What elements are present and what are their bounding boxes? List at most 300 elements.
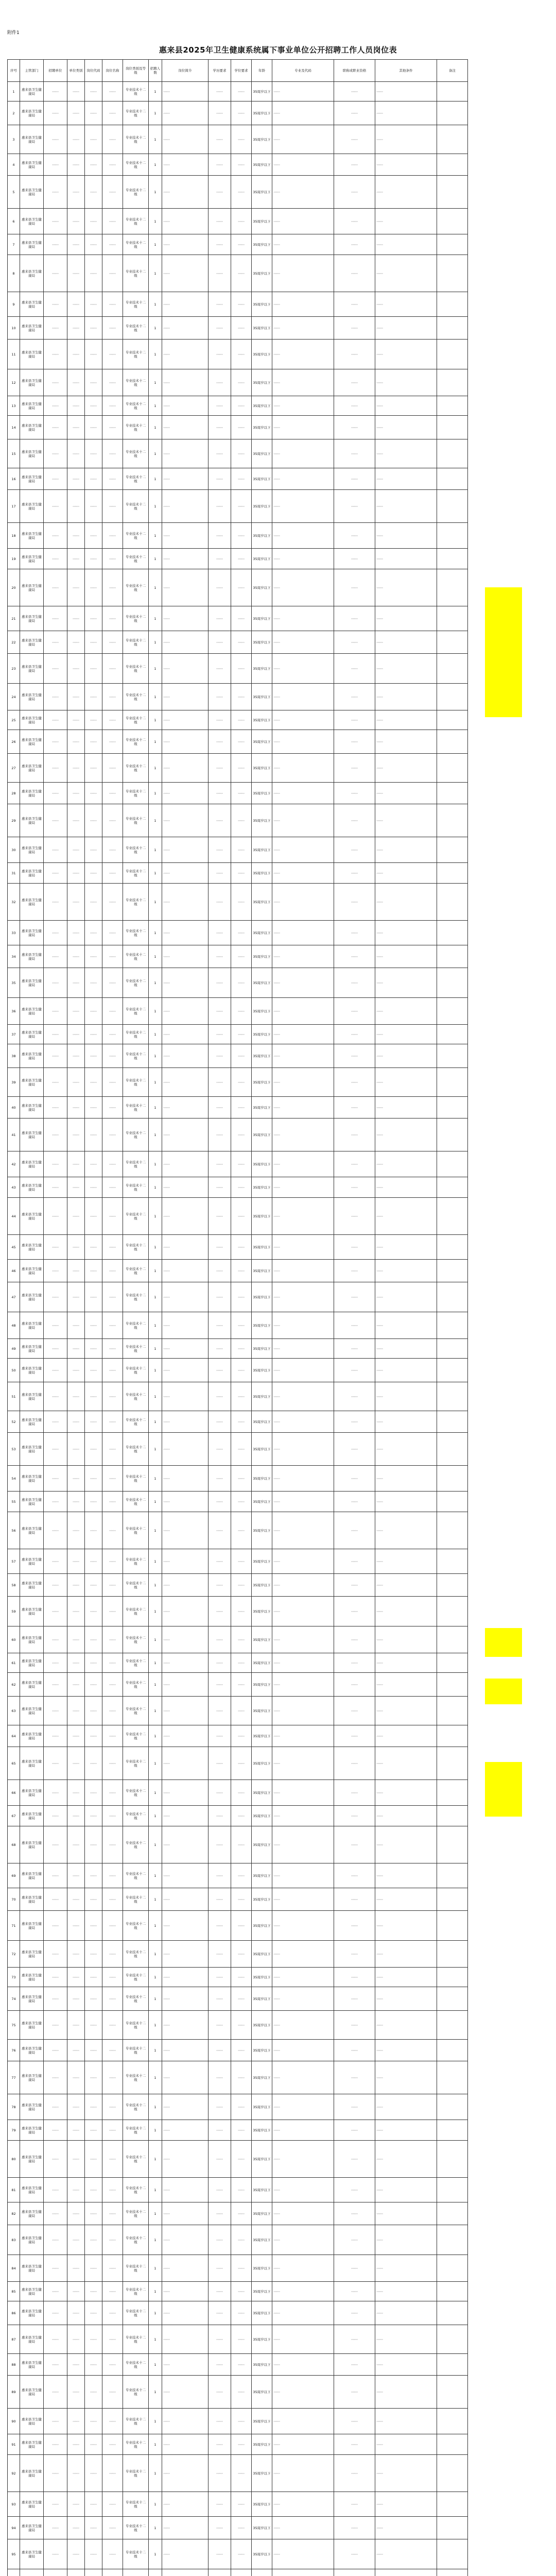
- table-row: [8, 2434, 468, 2455]
- table-cell: ⋯⋯: [85, 1747, 102, 1780]
- table-cell: 惠来县卫生健康局: [20, 1068, 44, 1097]
- table-cell: ⋯⋯: [375, 1235, 437, 1260]
- table-cell: 35周岁以下: [252, 2120, 272, 2141]
- table-row: [8, 2040, 468, 2061]
- table-header-row: [8, 60, 468, 82]
- table-cell: ⋯⋯: [67, 2202, 85, 2225]
- table-cell: 38: [8, 1044, 20, 1068]
- table-cell: ⋯⋯: [162, 82, 208, 101]
- table-cell: [375, 2569, 437, 2576]
- table-cell: ⋯⋯: [208, 2255, 231, 2282]
- table-cell: ⋯⋯: [162, 1863, 208, 1888]
- table-cell: ⋯⋯: [375, 2301, 437, 2325]
- table-cell: ⋯⋯: [102, 176, 123, 209]
- table-cell: ⋯⋯: [44, 1673, 67, 1697]
- table-cell: 惠来县卫生健康局: [20, 439, 44, 468]
- table-cell: [437, 1025, 468, 1044]
- column-header: 招聘单位: [44, 60, 67, 82]
- table-cell: ⋯⋯: [162, 2301, 208, 2325]
- table-cell: ⋯⋯: [67, 490, 85, 523]
- table-cell: ⋯⋯: [334, 340, 375, 369]
- table-cell: ⋯⋯: [334, 631, 375, 654]
- table-cell: ⋯⋯: [102, 82, 123, 101]
- table-cell: 35周岁以下: [252, 783, 272, 804]
- table-cell: ⋯⋯: [162, 2178, 208, 2202]
- table-row: [8, 2202, 468, 2225]
- table-cell: 32: [8, 884, 20, 921]
- table-cell: ⋯⋯: [272, 2061, 334, 2094]
- table-cell: 1: [149, 1177, 162, 1198]
- table-cell: 42: [8, 1151, 20, 1177]
- table-cell: ⋯⋯: [375, 1549, 437, 1574]
- table-cell: ⋯⋯: [67, 1574, 85, 1597]
- table-cell: 惠来县卫生健康局: [20, 2325, 44, 2354]
- table-cell: 35周岁以下: [252, 523, 272, 549]
- table-cell: ⋯⋯: [231, 340, 252, 369]
- table-cell: [437, 1697, 468, 1725]
- table-cell: ⋯⋯: [162, 1282, 208, 1312]
- table-cell: 35周岁以下: [252, 2011, 272, 2040]
- table-cell: ⋯⋯: [67, 1780, 85, 1806]
- table-cell: ⋯⋯: [375, 1492, 437, 1512]
- table-cell: 专业技术十二级: [123, 569, 149, 606]
- table-cell: 专业技术十二级: [123, 921, 149, 945]
- table-cell: ⋯⋯: [272, 154, 334, 176]
- table-cell: 35周岁以下: [252, 1466, 272, 1492]
- table-cell: ⋯⋯: [272, 2178, 334, 2202]
- table-cell: [437, 255, 468, 292]
- table-cell: 惠来县卫生健康局: [20, 884, 44, 921]
- table-cell: ⋯⋯: [102, 1697, 123, 1725]
- table-cell: [437, 2376, 468, 2409]
- table-cell: ⋯⋯: [272, 2255, 334, 2282]
- table-cell: ⋯⋯: [44, 1312, 67, 1339]
- table-cell: 1: [149, 176, 162, 209]
- table-cell: ⋯⋯: [44, 2434, 67, 2455]
- table-cell: ⋯⋯: [67, 2539, 85, 2569]
- table-cell: ⋯⋯: [44, 1359, 67, 1382]
- table-cell: ⋯⋯: [334, 606, 375, 631]
- table-cell: ⋯⋯: [102, 1725, 123, 1747]
- table-cell: ⋯⋯: [231, 968, 252, 998]
- table-cell: ⋯⋯: [44, 1987, 67, 2011]
- table-cell: ⋯⋯: [102, 1198, 123, 1235]
- table-cell: 惠来县卫生健康局: [20, 1863, 44, 1888]
- table-cell: ⋯⋯: [102, 606, 123, 631]
- table-cell: 惠来县卫生健康局: [20, 1826, 44, 1863]
- table-cell: ⋯⋯: [85, 2011, 102, 2040]
- table-cell: ⋯⋯: [208, 2202, 231, 2225]
- table-row: [8, 2094, 468, 2120]
- table-cell: ⋯⋯: [85, 1282, 102, 1312]
- table-cell: 1: [149, 255, 162, 292]
- table-cell: ⋯⋯: [67, 154, 85, 176]
- table-cell: 35周岁以下: [252, 2141, 272, 2178]
- table-cell: ⋯⋯: [208, 2040, 231, 2061]
- table-cell: ⋯⋯: [375, 654, 437, 684]
- table-cell: ⋯⋯: [272, 396, 334, 416]
- table-cell: 35周岁以下: [252, 1653, 272, 1673]
- table-row: [8, 1806, 468, 1826]
- table-cell: ⋯⋯: [85, 2094, 102, 2120]
- table-cell: ⋯⋯: [85, 2255, 102, 2282]
- table-cell: 1: [149, 1863, 162, 1888]
- table-cell: ⋯⋯: [272, 125, 334, 154]
- table-cell: 惠来县卫生健康局: [20, 569, 44, 606]
- table-cell: ⋯⋯: [375, 2202, 437, 2225]
- table-row: [8, 863, 468, 884]
- table-cell: ⋯⋯: [272, 340, 334, 369]
- table-cell: ⋯⋯: [162, 1198, 208, 1235]
- table-cell: ⋯⋯: [375, 1382, 437, 1411]
- table-cell: ⋯⋯: [102, 2434, 123, 2455]
- table-cell: 1: [149, 1780, 162, 1806]
- table-cell: ⋯⋯: [375, 1863, 437, 1888]
- table-cell: 35周岁以下: [252, 1025, 272, 1044]
- table-cell: ⋯⋯: [85, 1826, 102, 1863]
- table-cell: ⋯⋯: [102, 1025, 123, 1044]
- table-cell: ⋯⋯: [44, 1968, 67, 1987]
- table-cell: ⋯⋯: [85, 1597, 102, 1626]
- table-cell: ⋯⋯: [162, 1549, 208, 1574]
- table-cell: ⋯⋯: [231, 1492, 252, 1512]
- table-cell: ⋯⋯: [44, 490, 67, 523]
- table-cell: ⋯⋯: [208, 2061, 231, 2094]
- table-cell: ⋯⋯: [102, 654, 123, 684]
- table-cell: ⋯⋯: [162, 1597, 208, 1626]
- table-cell: ⋯⋯: [208, 2225, 231, 2255]
- table-cell: ⋯⋯: [208, 1725, 231, 1747]
- table-cell: ⋯⋯: [162, 439, 208, 468]
- table-cell: 55: [8, 1492, 20, 1512]
- table-cell: ⋯⋯: [334, 1260, 375, 1282]
- table-cell: 惠来县卫生健康局: [20, 1235, 44, 1260]
- table-cell: ⋯⋯: [85, 82, 102, 101]
- table-cell: ⋯⋯: [44, 631, 67, 654]
- table-cell: ⋯⋯: [44, 2011, 67, 2040]
- table-cell: ⋯⋯: [231, 884, 252, 921]
- table-cell: ⋯⋯: [208, 549, 231, 569]
- table-cell: 专业技术十二级: [123, 1260, 149, 1282]
- table-cell: ⋯⋯: [44, 754, 67, 783]
- table-cell: ⋯⋯: [334, 2202, 375, 2225]
- table-cell: ⋯⋯: [208, 468, 231, 490]
- table-cell: [437, 154, 468, 176]
- table-cell: ⋯⋯: [44, 710, 67, 730]
- table-cell: ⋯⋯: [231, 1987, 252, 2011]
- table-cell: ⋯⋯: [85, 631, 102, 654]
- table-cell: ⋯⋯: [231, 569, 252, 606]
- table-cell: [162, 2569, 208, 2576]
- table-cell: ⋯⋯: [208, 255, 231, 292]
- table-cell: ⋯⋯: [208, 2011, 231, 2040]
- table-cell: 惠来县卫生健康局: [20, 2354, 44, 2376]
- column-header: 专业及代码: [272, 60, 334, 82]
- table-cell: 惠来县卫生健康局: [20, 1597, 44, 1626]
- table-cell: 惠来县卫生健康局: [20, 783, 44, 804]
- table-cell: 专业技术十二级: [123, 1433, 149, 1466]
- table-cell: ⋯⋯: [208, 1312, 231, 1339]
- table-cell: 85: [8, 2282, 20, 2301]
- table-cell: ⋯⋯: [231, 369, 252, 396]
- table-cell: 35周岁以下: [252, 2539, 272, 2569]
- table-cell: [437, 1512, 468, 1549]
- table-cell: ⋯⋯: [208, 1987, 231, 2011]
- table-cell: ⋯⋯: [102, 783, 123, 804]
- table-cell: 1: [149, 1806, 162, 1826]
- table-row: [8, 2301, 468, 2325]
- table-cell: ⋯⋯: [208, 921, 231, 945]
- table-cell: 惠来县卫生健康局: [20, 863, 44, 884]
- table-cell: 1: [149, 783, 162, 804]
- table-cell: ⋯⋯: [334, 1747, 375, 1780]
- table-cell: ⋯⋯: [231, 2409, 252, 2434]
- table-cell: 35周岁以下: [252, 863, 272, 884]
- table-cell: 35周岁以下: [252, 1747, 272, 1780]
- table-cell: 35周岁以下: [252, 1068, 272, 1097]
- table-cell: ⋯⋯: [162, 255, 208, 292]
- table-cell: 专业技术十二级: [123, 1673, 149, 1697]
- table-cell: ⋯⋯: [208, 82, 231, 101]
- table-cell: 35周岁以下: [252, 1549, 272, 1574]
- table-cell: ⋯⋯: [375, 730, 437, 754]
- table-cell: ⋯⋯: [67, 1653, 85, 1673]
- table-cell: 惠来县卫生健康局: [20, 684, 44, 710]
- table-row: [8, 1941, 468, 1968]
- table-cell: [437, 1097, 468, 1118]
- table-cell: 惠来县卫生健康局: [20, 1725, 44, 1747]
- table-cell: 79: [8, 2120, 20, 2141]
- table-cell: ⋯⋯: [44, 1597, 67, 1626]
- table-cell: 35周岁以下: [252, 945, 272, 968]
- table-cell: ⋯⋯: [208, 1382, 231, 1411]
- table-cell: ⋯⋯: [102, 2141, 123, 2178]
- table-cell: ⋯⋯: [162, 754, 208, 783]
- table-cell: ⋯⋯: [67, 1941, 85, 1968]
- table-cell: [437, 340, 468, 369]
- table-cell: ⋯⋯: [375, 255, 437, 292]
- table-row: [8, 255, 468, 292]
- table-cell: ⋯⋯: [44, 1466, 67, 1492]
- table-row: [8, 549, 468, 569]
- table-cell: ⋯⋯: [44, 569, 67, 606]
- table-cell: 惠来县卫生健康局: [20, 1911, 44, 1941]
- table-cell: 1: [149, 2282, 162, 2301]
- table-cell: ⋯⋯: [208, 1626, 231, 1653]
- table-cell: ⋯⋯: [231, 1673, 252, 1697]
- table-cell: 1: [149, 1968, 162, 1987]
- table-cell: [437, 1826, 468, 1863]
- table-cell: 35周岁以下: [252, 1433, 272, 1466]
- table-cell: ⋯⋯: [67, 2376, 85, 2409]
- table-cell: 35周岁以下: [252, 1339, 272, 1359]
- table-cell: ⋯⋯: [375, 468, 437, 490]
- table-cell: ⋯⋯: [85, 1198, 102, 1235]
- table-cell: ⋯⋯: [102, 730, 123, 754]
- table-cell: 专业技术十二级: [123, 2409, 149, 2434]
- table-cell: 50: [8, 1359, 20, 1382]
- table-cell: [437, 1888, 468, 1911]
- table-cell: 惠来县卫生健康局: [20, 490, 44, 523]
- table-cell: 1: [149, 631, 162, 654]
- table-cell: ⋯⋯: [85, 1068, 102, 1097]
- table-cell: 35周岁以下: [252, 1673, 272, 1697]
- table-cell: ⋯⋯: [375, 396, 437, 416]
- table-cell: 1: [149, 1025, 162, 1044]
- table-cell: ⋯⋯: [67, 968, 85, 998]
- table-cell: 14: [8, 416, 20, 439]
- table-cell: ⋯⋯: [102, 1653, 123, 1673]
- table-cell: ⋯⋯: [162, 1806, 208, 1826]
- table-cell: 35周岁以下: [252, 2409, 272, 2434]
- table-cell: 11: [8, 340, 20, 369]
- table-cell: 惠来县卫生健康局: [20, 2225, 44, 2255]
- table-cell: ⋯⋯: [231, 255, 252, 292]
- table-row: [8, 837, 468, 863]
- table-cell: ⋯⋯: [334, 1725, 375, 1747]
- table-cell: ⋯⋯: [272, 1806, 334, 1826]
- table-cell: [44, 2569, 67, 2576]
- table-cell: 1: [149, 837, 162, 863]
- table-cell: ⋯⋯: [85, 2141, 102, 2178]
- table-cell: 1: [149, 945, 162, 968]
- table-cell: ⋯⋯: [208, 2492, 231, 2517]
- table-cell: 专业技术十二级: [123, 2455, 149, 2492]
- table-cell: ⋯⋯: [272, 1911, 334, 1941]
- table-cell: ⋯⋯: [334, 710, 375, 730]
- table-cell: ⋯⋯: [272, 1118, 334, 1151]
- table-cell: ⋯⋯: [231, 490, 252, 523]
- table-cell: ⋯⋯: [334, 1549, 375, 1574]
- table-cell: 专业技术十二级: [123, 804, 149, 837]
- table-cell: ⋯⋯: [375, 1466, 437, 1492]
- table-cell: 35周岁以下: [252, 1987, 272, 2011]
- table-cell: ⋯⋯: [44, 1941, 67, 1968]
- table-cell: ⋯⋯: [85, 1941, 102, 1968]
- table-cell: ⋯⋯: [375, 1198, 437, 1235]
- table-cell: 1: [149, 101, 162, 125]
- table-cell: ⋯⋯: [102, 1097, 123, 1118]
- table-cell: [437, 1118, 468, 1151]
- table-cell: ⋯⋯: [162, 2040, 208, 2061]
- table-cell: ⋯⋯: [44, 1888, 67, 1911]
- table-cell: 1: [149, 654, 162, 684]
- table-cell: ⋯⋯: [162, 2225, 208, 2255]
- table-cell: ⋯⋯: [375, 101, 437, 125]
- table-cell: 1: [149, 863, 162, 884]
- table-cell: 专业技术十二级: [123, 1339, 149, 1359]
- table-cell: ⋯⋯: [231, 439, 252, 468]
- table-cell: [102, 2569, 123, 2576]
- table-cell: ⋯⋯: [334, 292, 375, 317]
- table-cell: ⋯⋯: [85, 1044, 102, 1068]
- table-cell: ⋯⋯: [231, 2434, 252, 2455]
- table-cell: ⋯⋯: [231, 292, 252, 317]
- table-cell: 1: [149, 2225, 162, 2255]
- table-cell: ⋯⋯: [272, 1068, 334, 1097]
- table-cell: 惠来县卫生健康局: [20, 2282, 44, 2301]
- table-row: [8, 234, 468, 255]
- table-row: [8, 1673, 468, 1697]
- table-cell: ⋯⋯: [162, 1911, 208, 1941]
- table-cell: 82: [8, 2202, 20, 2225]
- table-cell: ⋯⋯: [162, 1260, 208, 1282]
- table-cell: ⋯⋯: [44, 2255, 67, 2282]
- table-cell: ⋯⋯: [375, 684, 437, 710]
- table-cell: ⋯⋯: [102, 468, 123, 490]
- table-cell: ⋯⋯: [44, 2282, 67, 2301]
- table-cell: ⋯⋯: [375, 1725, 437, 1747]
- table-cell: ⋯⋯: [231, 468, 252, 490]
- table-cell: 专业技术十二级: [123, 2376, 149, 2409]
- table-cell: 35周岁以下: [252, 154, 272, 176]
- table-cell: ⋯⋯: [102, 2455, 123, 2492]
- table-cell: ⋯⋯: [44, 837, 67, 863]
- table-cell: [149, 2569, 162, 2576]
- table-cell: ⋯⋯: [208, 1673, 231, 1697]
- table-cell: 35周岁以下: [252, 1780, 272, 1806]
- table-cell: ⋯⋯: [44, 2517, 67, 2539]
- table-cell: ⋯⋯: [44, 1025, 67, 1044]
- table-cell: 78: [8, 2094, 20, 2120]
- table-cell: 专业技术十二级: [123, 2255, 149, 2282]
- table-cell: ⋯⋯: [375, 369, 437, 396]
- table-cell: ⋯⋯: [208, 154, 231, 176]
- table-cell: ⋯⋯: [375, 1941, 437, 1968]
- table-cell: ⋯⋯: [208, 1863, 231, 1888]
- table-cell: ⋯⋯: [85, 1968, 102, 1987]
- table-cell: ⋯⋯: [208, 209, 231, 234]
- table-cell: ⋯⋯: [272, 1466, 334, 1492]
- table-cell: 73: [8, 1968, 20, 1987]
- table-cell: 17: [8, 490, 20, 523]
- table-cell: ⋯⋯: [102, 1626, 123, 1653]
- table-cell: ⋯⋯: [67, 2061, 85, 2094]
- table-cell: 1: [149, 1198, 162, 1235]
- table-cell: ⋯⋯: [162, 2455, 208, 2492]
- table-cell: [437, 1673, 468, 1697]
- table-cell: 35周岁以下: [252, 255, 272, 292]
- table-cell: 1: [149, 1941, 162, 1968]
- table-row: [8, 754, 468, 783]
- table-cell: ⋯⋯: [375, 1312, 437, 1339]
- table-cell: ⋯⋯: [102, 804, 123, 837]
- table-cell: ⋯⋯: [375, 549, 437, 569]
- table-cell: ⋯⋯: [67, 1987, 85, 2011]
- table-cell: 专业技术十二级: [123, 209, 149, 234]
- table-cell: ⋯⋯: [375, 490, 437, 523]
- table-cell: ⋯⋯: [334, 2455, 375, 2492]
- table-cell: 专业技术十二级: [123, 1097, 149, 1118]
- column-header: 备注: [437, 60, 468, 82]
- table-cell: 专业技术十二级: [123, 2282, 149, 2301]
- table-cell: ⋯⋯: [162, 209, 208, 234]
- column-header: 学历要求: [208, 60, 231, 82]
- table-cell: ⋯⋯: [44, 1097, 67, 1118]
- table-cell: 5: [8, 176, 20, 209]
- table-cell: 35周岁以下: [252, 2178, 272, 2202]
- table-cell: ⋯⋯: [272, 1359, 334, 1382]
- table-cell: ⋯⋯: [334, 369, 375, 396]
- table-cell: ⋯⋯: [162, 1574, 208, 1597]
- table-cell: 1: [149, 1044, 162, 1068]
- table-cell: ⋯⋯: [44, 921, 67, 945]
- table-cell: 惠来县卫生健康局: [20, 255, 44, 292]
- table-cell: ⋯⋯: [85, 2202, 102, 2225]
- table-row: [8, 468, 468, 490]
- table-cell: ⋯⋯: [334, 2178, 375, 2202]
- table-cell: 35周岁以下: [252, 101, 272, 125]
